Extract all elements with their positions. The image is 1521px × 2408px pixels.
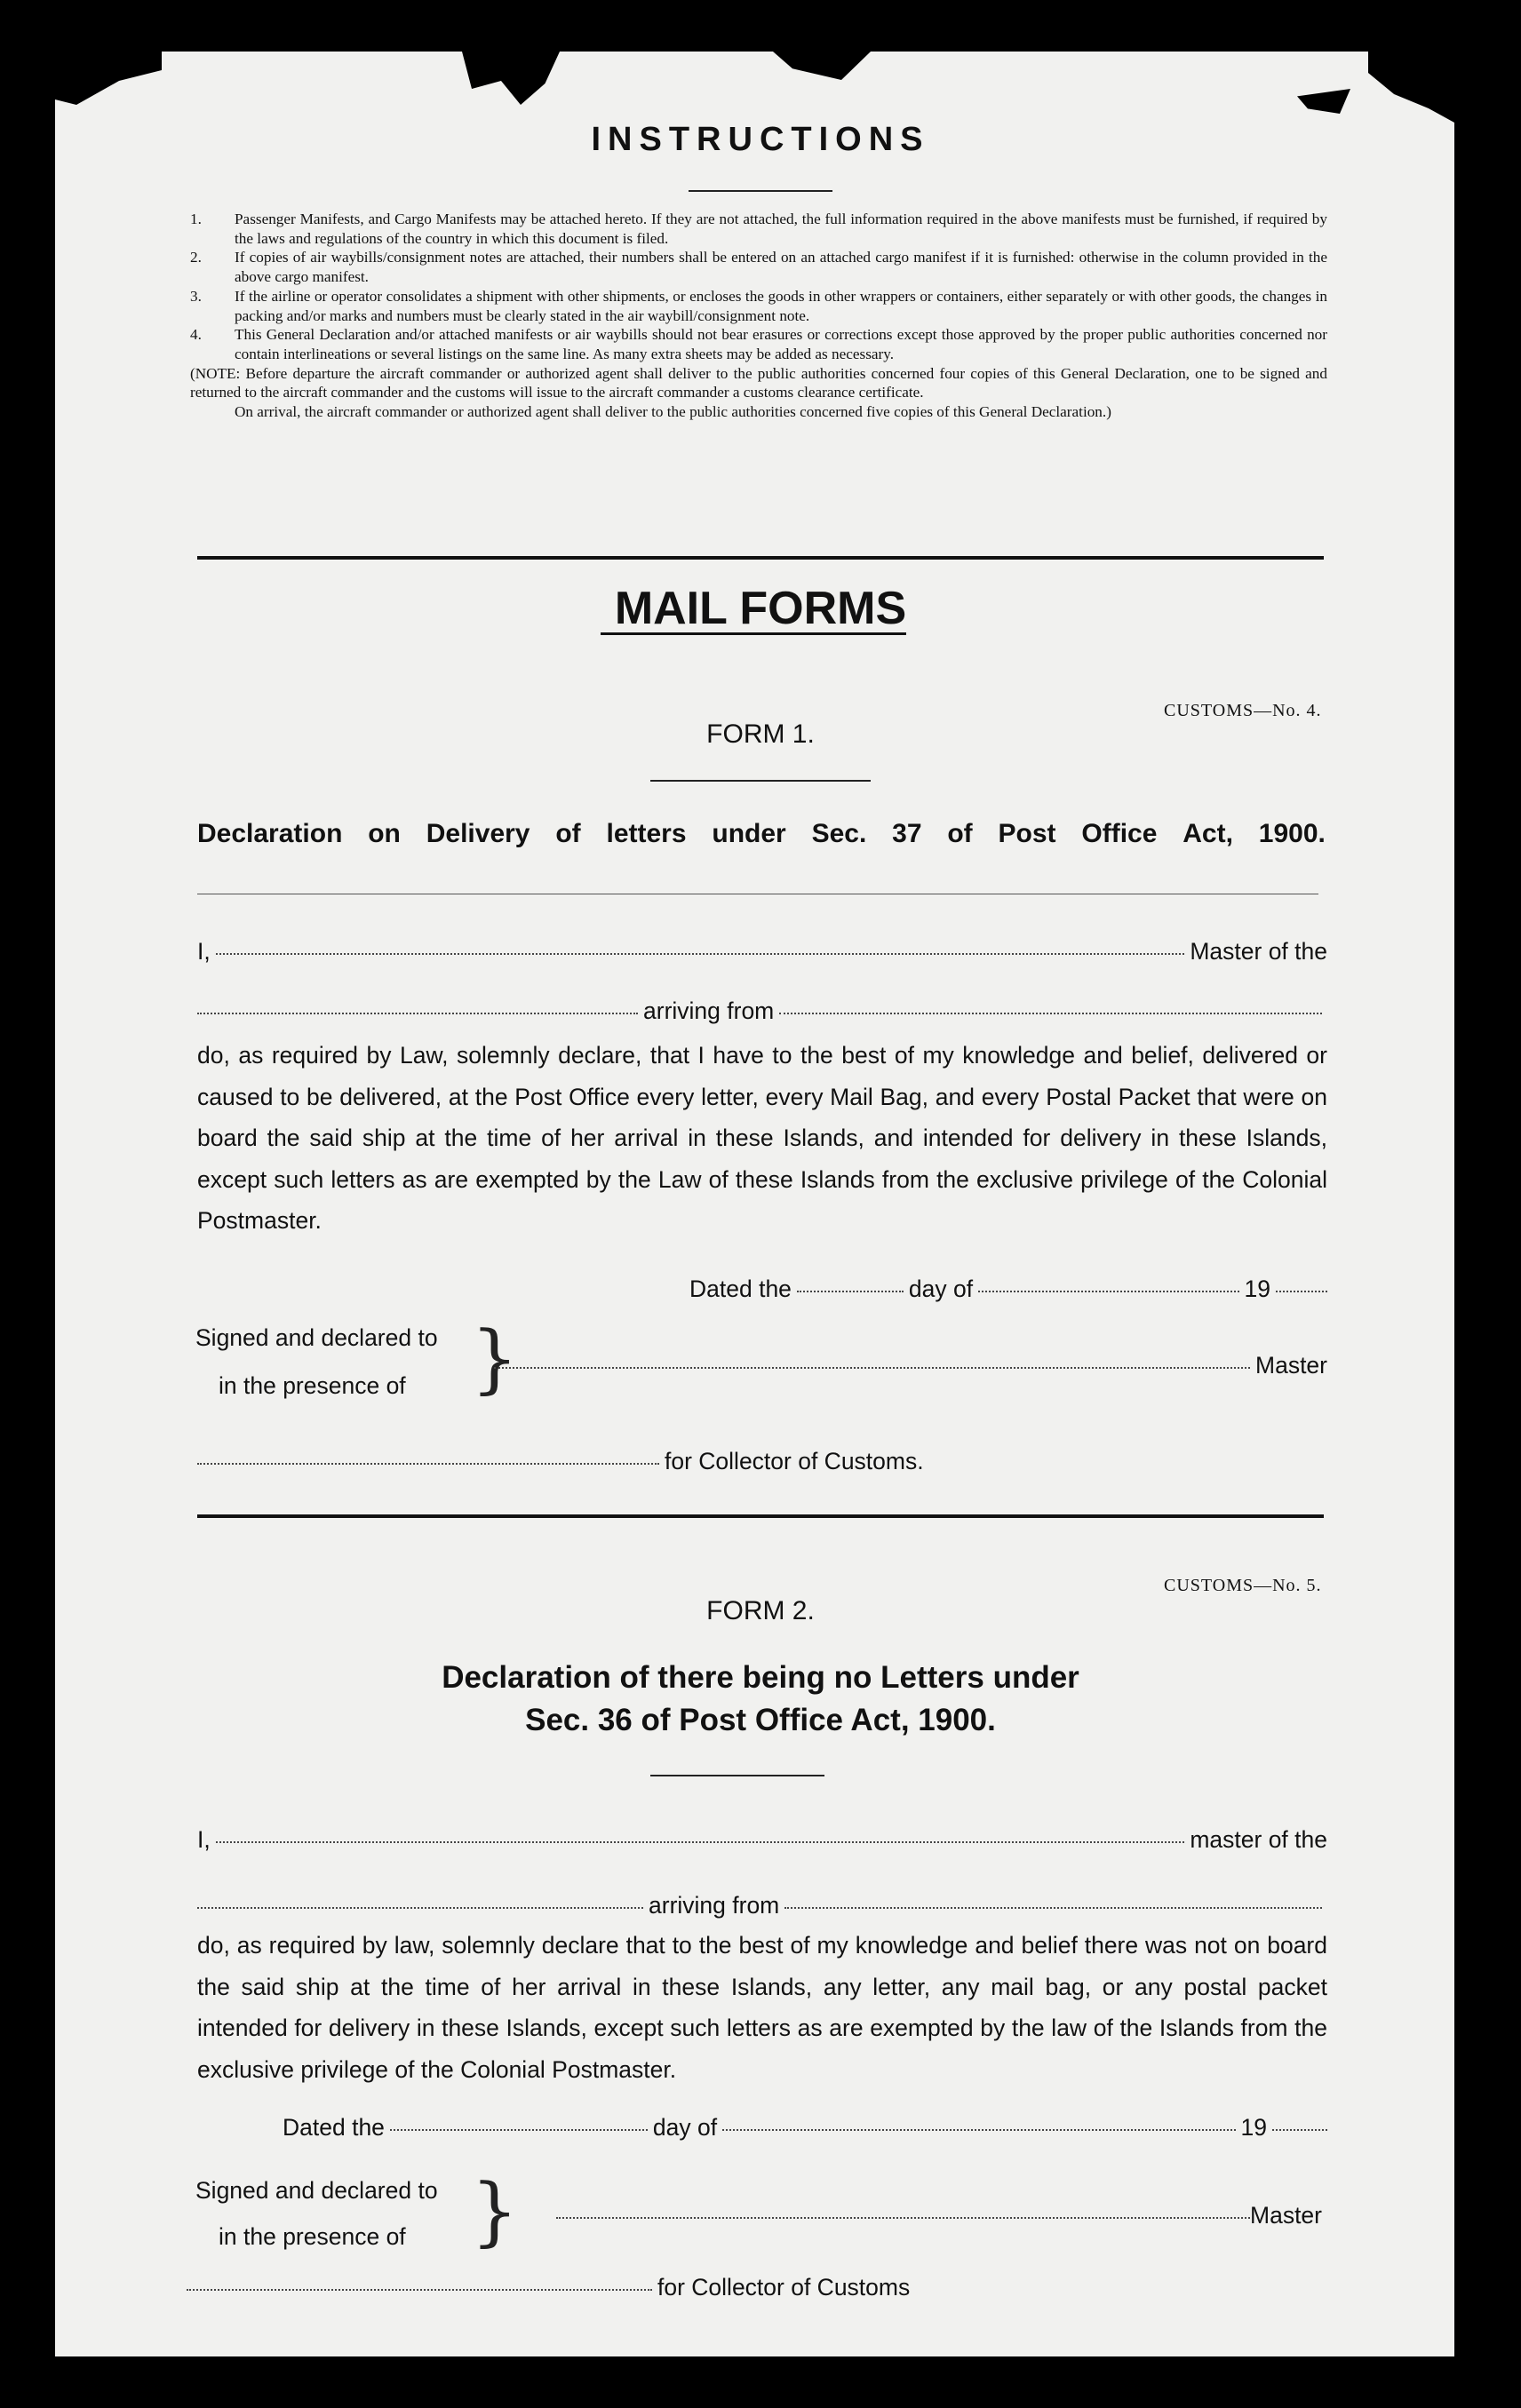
label-i: I, [197, 1826, 211, 1853]
name-blank[interactable] [216, 1841, 1185, 1843]
form2-presence-label: in the presence of [219, 2223, 406, 2250]
form-label-underline [650, 780, 871, 782]
form1-signed-label: Signed and declared to [195, 1324, 438, 1351]
form1-declaration-title [197, 819, 1326, 849]
title-word: Declaration [197, 819, 343, 848]
year-blank[interactable] [1276, 1291, 1327, 1292]
ship-name-blank[interactable] [197, 1907, 643, 1909]
label-master-of-the: master of the [1190, 1826, 1327, 1853]
day-blank[interactable] [390, 2129, 648, 2131]
form1-master-line [197, 938, 1327, 966]
master-signature-blank[interactable] [494, 1367, 1250, 1369]
instruction-note: On arrival, the aircraft commander or authorized agent shall deliver to the public authorities concerned five copies of this General Declaration.) [235, 403, 1111, 421]
label-master: Master [1250, 2202, 1322, 2229]
title-word: under [712, 819, 786, 848]
form2-master-line [197, 1826, 1327, 1854]
title-line: Declaration of there being no Letters under [442, 1660, 1079, 1695]
item-number: 2. [190, 249, 202, 266]
instructions-underline [689, 190, 832, 192]
form1-body: do, as required by Law, solemnly declare, that I have to the best of my knowledge and belief, delivered or caused to be delivered, at the Post Office every letter, every Mail Bag, and every Postal Packet that were on board the said ship at the time of her arrival in these Islands, and intended for delivery in these Islands, except such letters as are exempted by the Law of these Islands from the exclusive privilege of the Colonial Postmaster. [197, 1042, 1327, 1234]
form1-dated-line [689, 1276, 1327, 1303]
form2-declaration-title [0, 1657, 1521, 1742]
title-word: Delivery [426, 819, 530, 848]
form1-presence-label: in the presence of [219, 1372, 406, 1399]
collector-signature-blank[interactable] [197, 1463, 659, 1465]
year-blank[interactable] [1272, 2129, 1327, 2131]
label-collector: for Collector of Customs [657, 2274, 911, 2301]
label-dated-the: Dated the [689, 1276, 792, 1302]
title-word: Sec. [811, 819, 867, 848]
form-label: FORM 1. [706, 719, 815, 749]
title-word: letters [606, 819, 687, 848]
origin-blank[interactable] [784, 1907, 1322, 1909]
instruction-item [190, 325, 1327, 363]
customs-number: CUSTOMS—No. 5. [1164, 1576, 1322, 1595]
title-word: of [947, 819, 973, 848]
brace: } [471, 2167, 519, 2254]
title-word: of [555, 819, 581, 848]
instruction-note: (NOTE: Before departure the aircraft commander or authorized agent shall deliver to the public authorities concerned four copies of this General Declaration, one to be signed and returned to the aircraft commander and the customs will issue to the aircraft commander a customs clearance certificate. [190, 364, 1327, 401]
title-word: Post [998, 819, 1056, 848]
form1-collector-line [197, 1448, 997, 1475]
brace: } [471, 1315, 519, 1402]
label-i: I, [197, 938, 211, 965]
instruction-item [190, 248, 1327, 286]
title-word: 37 [892, 819, 922, 848]
item-text: If copies of air waybills/consignment notes are attached, their numbers shall be entered on an attached cargo manifest if it is furnished: otherwise in the column provided in the above cargo manifest. [235, 249, 1327, 286]
label-day-of: day of [908, 1276, 974, 1302]
origin-blank[interactable] [779, 1013, 1322, 1014]
instructions-list [190, 210, 1327, 422]
label-year: 19 [1244, 1276, 1270, 1302]
form2-signature-line [556, 2202, 1322, 2229]
month-blank[interactable] [722, 2129, 1235, 2131]
label-year: 19 [1240, 2114, 1267, 2141]
section-divider [197, 556, 1324, 560]
instruction-item [190, 287, 1327, 325]
instruction-item [190, 210, 1327, 248]
form-label: FORM 2. [706, 1596, 815, 1625]
instructions-title: INSTRUCTIONS [591, 121, 930, 158]
form2-dated-line [283, 2114, 1327, 2142]
item-text: Passenger Manifests, and Cargo Manifests may be attached hereto. If they are not attached, the full information required in the above manifests must be furnished, if required by the laws and regulations of the country in which this document is filed. [235, 211, 1327, 247]
month-blank[interactable] [978, 1291, 1238, 1292]
form2-collector-line [187, 2274, 986, 2301]
section-divider [197, 1514, 1324, 1518]
label-arriving-from: arriving from [649, 1892, 780, 1919]
form2-arriving-line [197, 1892, 1327, 1919]
form1-arriving-line [197, 997, 1327, 1025]
form2-body: do, as required by law, solemnly declare that to the best of my knowledge and belief there was not on board the said ship at the time of her arrival in these Islands, any letter, any mail bag, or any postal packet intended for delivery in these Islands, except such letters as are exempted by the law of the Islands from the exclusive privilege of the Colonial Postmaster. [197, 1932, 1327, 2083]
label-dated-the: Dated the [283, 2114, 385, 2141]
mail-forms-title: MAIL FORMS [614, 583, 907, 634]
item-number: 1. [190, 211, 202, 227]
title-line: Sec. 36 of Post Office Act, 1900. [525, 1703, 996, 1737]
label-collector: for Collector of Customs. [665, 1448, 924, 1474]
ship-name-blank[interactable] [197, 1013, 638, 1014]
form1-signature-line [489, 1352, 1327, 1379]
collector-signature-blank[interactable] [187, 2289, 652, 2291]
form2-title-underline [650, 1775, 824, 1776]
title-word: Act, [1183, 819, 1233, 848]
name-blank[interactable] [216, 953, 1185, 955]
label-arriving-from: arriving from [643, 997, 775, 1024]
item-number: 3. [190, 287, 202, 305]
title-word: on [368, 819, 401, 848]
master-signature-blank[interactable] [556, 2217, 1250, 2219]
form2-signed-label: Signed and declared to [195, 2177, 438, 2204]
title-word: Office [1081, 819, 1158, 848]
title-word: 1900. [1258, 819, 1326, 848]
item-number: 4. [190, 326, 202, 344]
customs-number: CUSTOMS—No. 4. [1164, 701, 1322, 720]
item-text: If the airline or operator consolidates a shipment with other shipments, or encloses the goods in other wrappers or containers, either separately or with other goods, the changes in packing and/or marks and numbers must be clearly stated in the air waybill/consignment note. [235, 287, 1327, 324]
item-text: This General Declaration and/or attached manifests or air waybills should not bear erasures or corrections except those approved by the proper public authorities concerned nor contain interlineations or several listings on the same line. As many extra sheets may be added as necessary. [235, 326, 1327, 362]
day-blank[interactable] [797, 1291, 904, 1292]
mail-forms-underline [601, 632, 906, 635]
label-master-of-the: Master of the [1190, 938, 1327, 965]
label-master: Master [1255, 1352, 1327, 1379]
label-day-of: day of [652, 2114, 718, 2141]
